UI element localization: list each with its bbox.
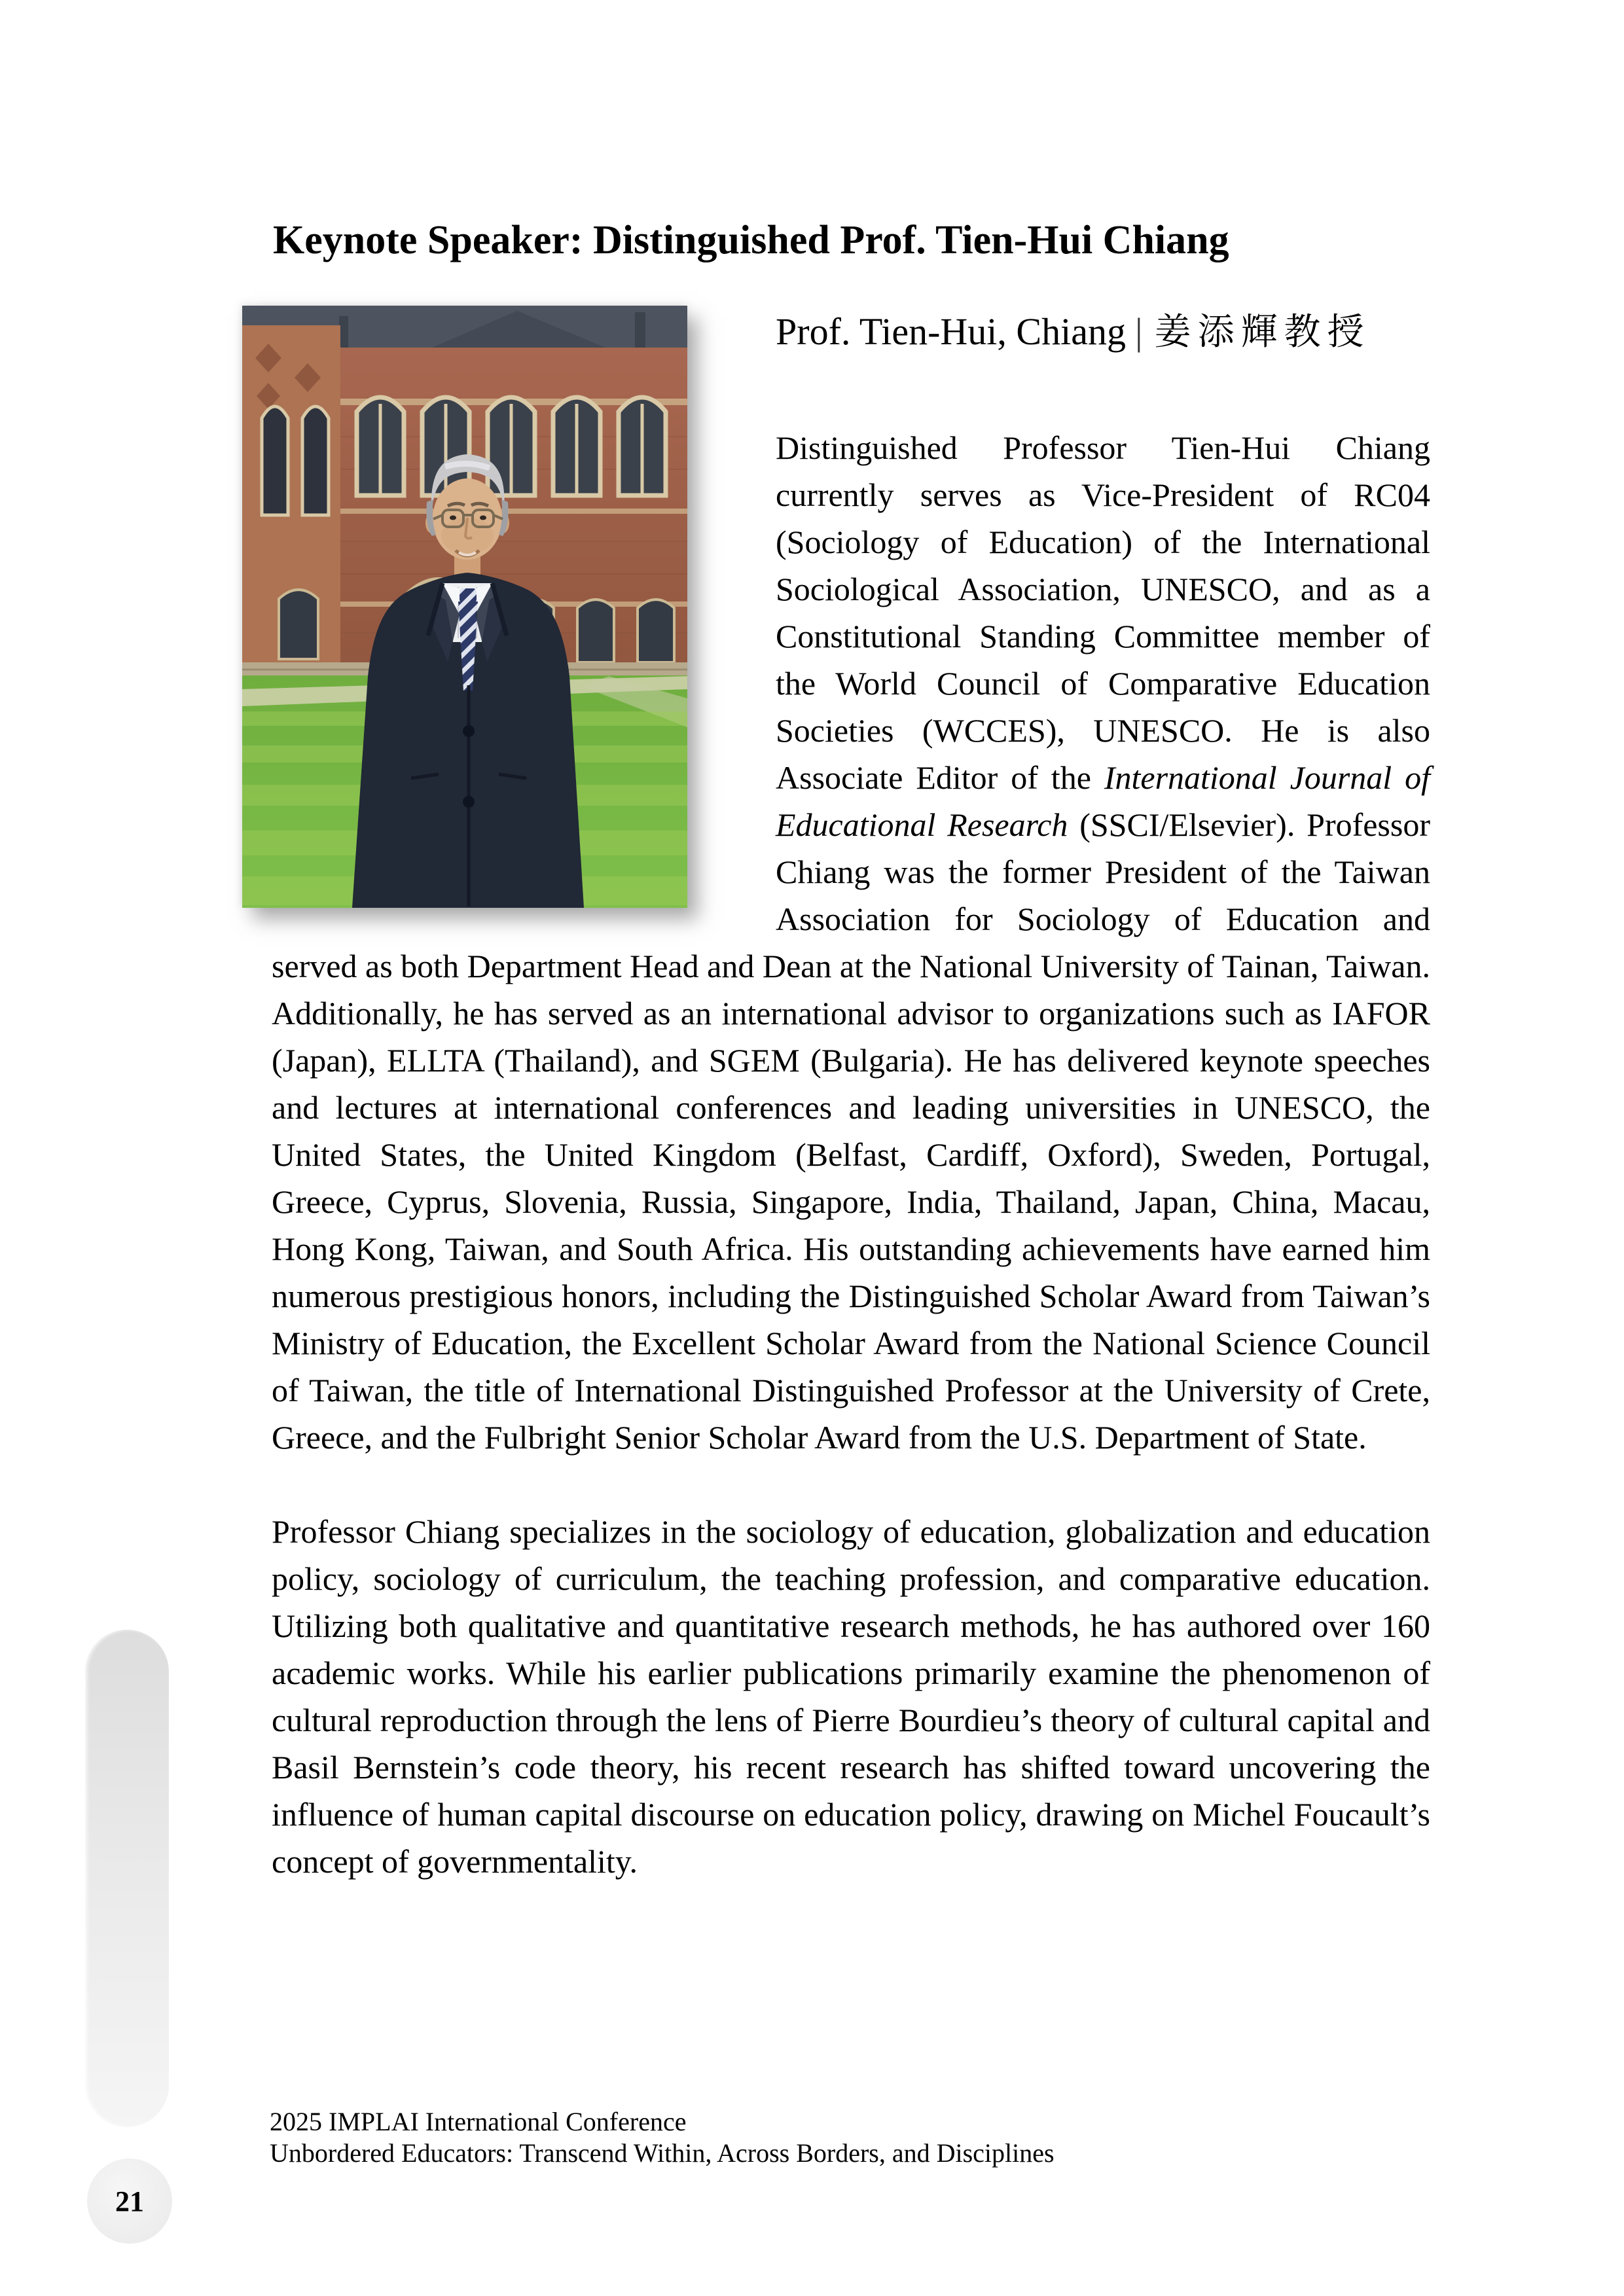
footer-conference-theme: Unbordered Educators: Transcend Within, Across Borders, and Disciplines — [270, 2138, 1055, 2168]
footer-conference-name: 2025 IMPLAI International Conference — [270, 2107, 687, 2136]
speaker-section — [272, 306, 1430, 1885]
page-title: Keynote Speaker: Distinguished Prof. Tien-Hui Chiang — [273, 218, 1229, 262]
speaker-name-zh: 姜添輝教授 — [1154, 312, 1371, 353]
name-separator: | — [1134, 310, 1143, 353]
speaker-photo-illustration — [242, 306, 687, 908]
page-number: 21 — [115, 2185, 144, 2217]
speaker-photo — [242, 306, 687, 908]
page-number-badge — [87, 2159, 172, 2244]
bio-paragraph-2: Professor Chiang specializes in the sociology of education, globalization and education policy, sociology of curriculum, the teaching profession, and comparative education. Utilizing both qualitative and quantitative research methods, he has authored over 160 academic works. While his earlier publications primarily examine the phenomenon of cultural reproduction through the lens of Pierre Bourdieu’s theory of cultural capital and Basil Bernstein’s code theory, his recent research has shifted toward uncovering the influence of human capital discourse on education policy, drawing on Michel Foucault’s concept of governmentality. — [272, 1513, 1430, 1880]
page-footer — [270, 2106, 1055, 2169]
bio-p1-text-b: (SSCI/Elsevier). Professor Chiang was the former President of the Taiwan Association for Sociology of Education and served as both Department Head and Dean at the National University of Tainan, Taiwan. Additionally, he has served as an international advisor to organizations such as IAFOR (Japan), ELLTA (Thailand), and SGEM (Bulgaria). He has delivered keynote speeches and lectures at international conferences and leading universities in UNESCO, the United States, the United Kingdom (Belfast, Cardiff, Oxford), Sweden, Portugal, Greece, Cyprus, Slovenia, Russia, Singapore, India, Thailand, Japan, China, Macau, Hong Kong, Taiwan, and South Africa. His outstanding achievements have earned him numerous prestigious honors, including the Distinguished Scholar Award from Taiwan’s Ministry of Education, the Excellent Scholar Award from the National Science Council of Taiwan, the title of International Distinguished Professor at the University of Crete, Greece, and the Fulbright Senior Scholar Award from the U.S. Department of State. — [272, 806, 1431, 1456]
margin-decoration-capsule — [85, 1630, 169, 2127]
bio-p1-text-a: Distinguished Professor Tien-Hui Chiang currently serves as Vice-President of RC04 (Sociology of Education) of the International Sociological Association, UNESCO, and as a Constitutional Standing Committee member of the World Council of Comparative Education Societies (WCCES), UNESCO. He is also Associate Editor of the — [776, 429, 1430, 796]
speaker-name-en: Prof. Tien-Hui, Chiang — [776, 310, 1126, 353]
bio-p1-journal-title: International Journal of Educational Research — [776, 759, 1430, 843]
